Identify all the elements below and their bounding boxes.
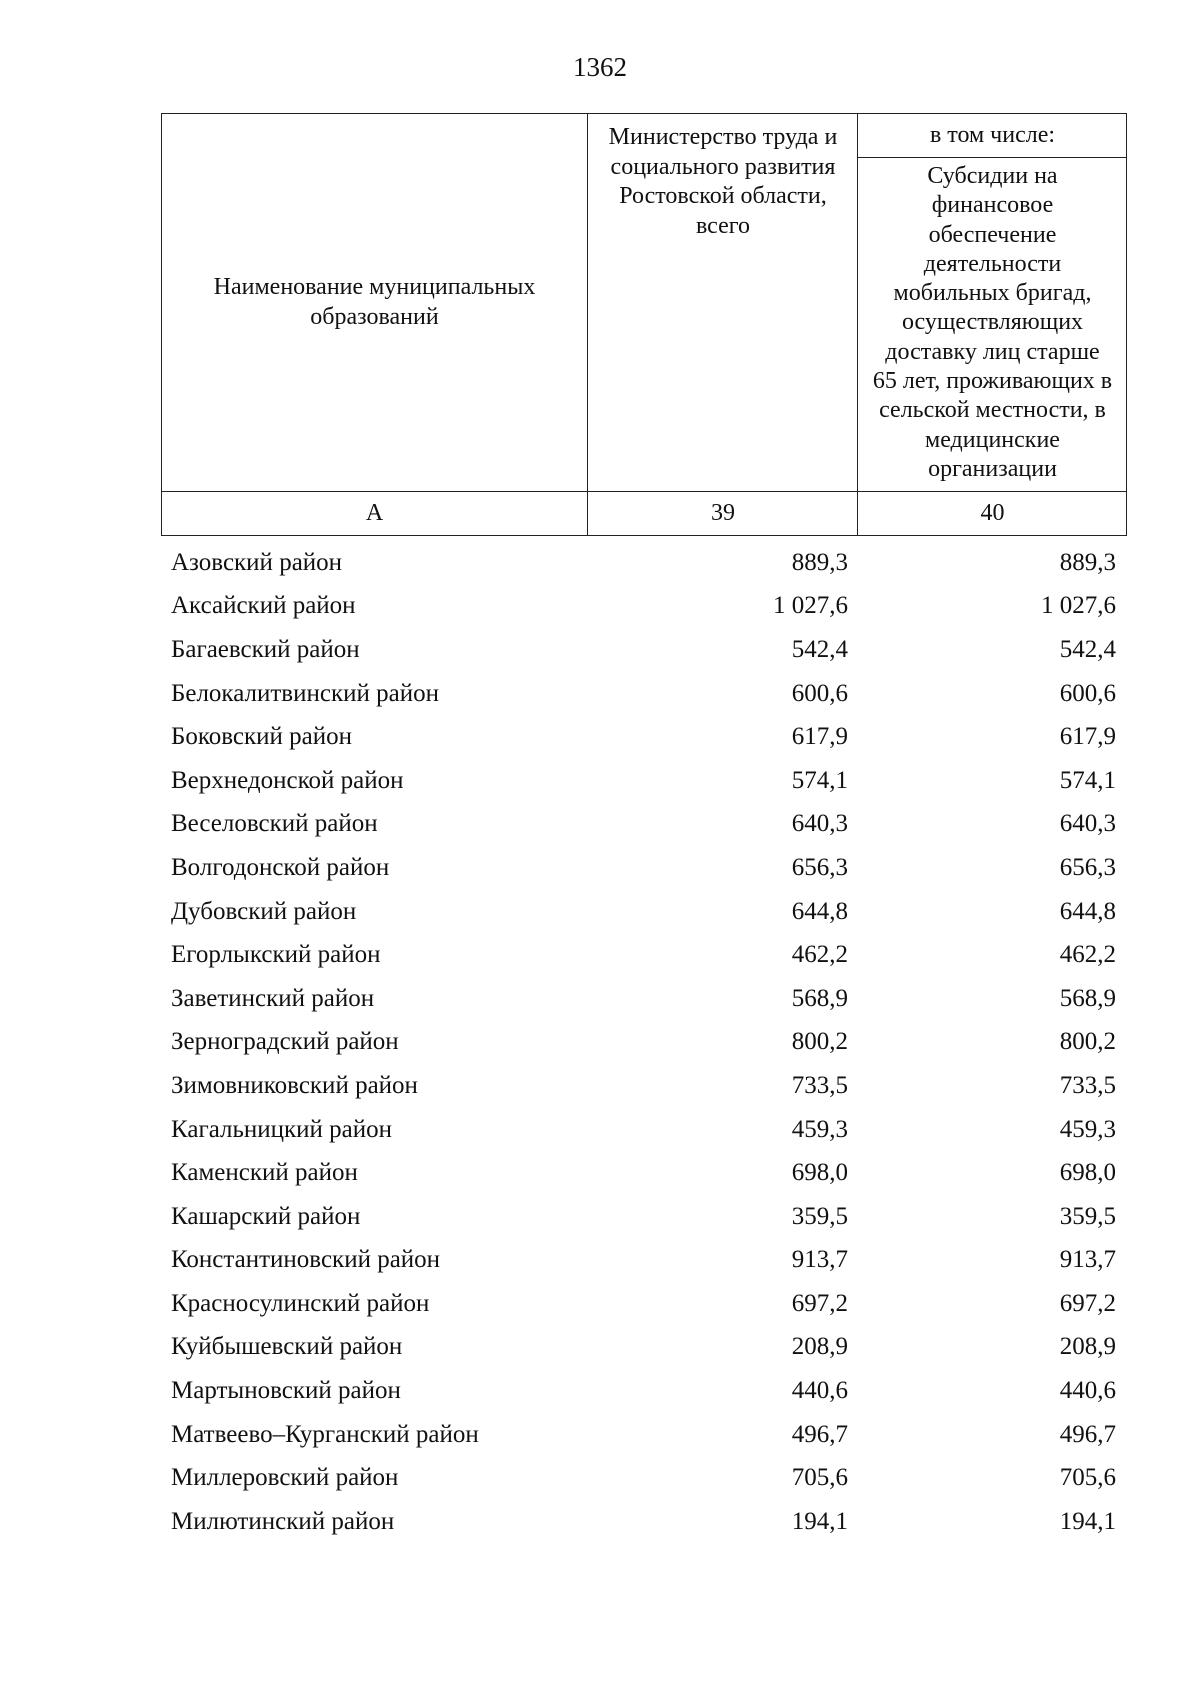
table-row [161,541,1127,585]
municipality-name: Каменский район [171,1159,358,1187]
value-subsidy: 705,6 [1059,1464,1116,1492]
header-divider [162,491,1126,492]
value-total: 208,9 [791,1333,848,1361]
table-row [161,1282,1127,1326]
table-row [161,1326,1127,1370]
value-subsidy: 600,6 [1059,679,1116,707]
value-subsidy: 644,8 [1059,897,1116,925]
municipality-name: Егорлыкский район [171,941,381,969]
value-total: 698,0 [791,1159,848,1187]
header-ministry-total: Министерство труда и социального развития Ростовской области, всего [608,124,838,239]
municipality-name: Мартыновский район [171,1377,401,1405]
value-subsidy: 1 027,6 [1041,592,1116,620]
table-row [161,759,1127,803]
municipality-name: Белокалитвинский район [171,679,439,707]
value-subsidy: 640,3 [1059,810,1116,838]
value-subsidy: 889,3 [1059,548,1116,576]
value-total: 889,3 [791,548,848,576]
value-subsidy: 359,5 [1059,1202,1116,1230]
value-total: 496,7 [791,1420,848,1448]
table-row [161,1108,1127,1152]
table-row [161,1021,1127,1065]
table-body [161,541,1127,1544]
municipality-name: Верхнедонской район [171,766,404,794]
value-subsidy: 617,9 [1059,723,1116,751]
municipality-name: Волгодонской район [171,853,390,881]
municipality-name: Веселовский район [171,810,378,838]
value-total: 194,1 [791,1507,848,1535]
municipality-name: Милютинский район [171,1507,395,1535]
table-row [161,977,1127,1021]
value-subsidy: 698,0 [1059,1159,1116,1187]
value-subsidy: 574,1 [1059,766,1116,794]
value-subsidy: 496,7 [1059,1420,1116,1448]
municipality-name: Зерноградский район [171,1028,399,1056]
value-subsidy: 459,3 [1059,1115,1116,1143]
header-municipality-name: Наименование муниципальных образований [213,274,536,330]
column-number-a: А [365,500,384,527]
municipality-name: Дубовский район [171,897,357,925]
municipality-name: Красносулинский район [171,1289,430,1317]
value-total: 359,5 [791,1202,848,1230]
table-row [161,890,1127,934]
value-total: 733,5 [791,1071,848,1099]
header-including: в том числе: [929,121,1056,148]
municipality-name: Кагальницкий район [171,1115,393,1143]
header-divider [858,157,1126,158]
column-number-40: 40 [980,500,1005,527]
value-total: 705,6 [791,1464,848,1492]
value-total: 617,9 [791,723,848,751]
municipality-name: Матвеево–Курганский район [171,1420,479,1448]
value-total: 574,1 [791,766,848,794]
table-row [161,846,1127,890]
value-total: 440,6 [791,1377,848,1405]
value-subsidy: 800,2 [1059,1028,1116,1056]
table-row [161,1239,1127,1283]
page-number: 1362 [573,52,627,82]
value-subsidy: 733,5 [1059,1071,1116,1099]
value-total: 800,2 [791,1028,848,1056]
value-total: 600,6 [791,679,848,707]
table-row [161,585,1127,629]
municipality-name: Константиновский район [171,1246,441,1274]
column-number-39: 39 [711,500,735,527]
table-row [161,1500,1127,1544]
value-total: 640,3 [791,810,848,838]
table-row [161,672,1127,716]
value-subsidy: 208,9 [1059,1333,1116,1361]
value-total: 1 027,6 [773,592,848,620]
table-header [161,113,1127,536]
municipality-name: Аксайский район [171,592,356,620]
header-divider [857,114,858,535]
value-total: 568,9 [791,984,848,1012]
table-row [161,933,1127,977]
table-row [161,1195,1127,1239]
municipality-name: Азовский район [171,548,343,576]
municipality-name: Кашарский район [171,1202,361,1230]
table-row [161,628,1127,672]
value-total: 697,2 [791,1289,848,1317]
municipality-name: Куйбышевский район [171,1333,403,1361]
table-row [161,715,1127,759]
table-row [161,1456,1127,1500]
value-subsidy: 542,4 [1059,635,1116,663]
value-subsidy: 440,6 [1059,1377,1116,1405]
header-divider [587,114,588,535]
value-total: 542,4 [791,635,848,663]
value-total: 462,2 [791,941,848,969]
value-total: 656,3 [791,853,848,881]
value-subsidy: 194,1 [1059,1507,1116,1535]
municipality-name: Боковский район [171,723,352,751]
municipality-name: Заветинский район [171,984,375,1012]
value-total: 459,3 [791,1115,848,1143]
value-total: 644,8 [791,897,848,925]
table-row [161,803,1127,847]
table-row [161,1413,1127,1457]
municipality-name: Багаевский район [171,635,360,663]
header-subsidy: Субсидии на финансовое обеспечение деятельности мобильных бригад, осуществляющих доставку лиц старше 65 лет, проживающих в сельской местности, в медицинские организации [872,163,1113,482]
value-total: 913,7 [791,1246,848,1274]
table-row [161,1064,1127,1108]
table-row [161,1369,1127,1413]
value-subsidy: 697,2 [1059,1289,1116,1317]
value-subsidy: 656,3 [1059,853,1116,881]
value-subsidy: 462,2 [1059,941,1116,969]
municipality-name: Зимовниковский район [171,1071,418,1099]
value-subsidy: 568,9 [1059,984,1116,1012]
value-subsidy: 913,7 [1059,1246,1116,1274]
municipality-name: Миллеровский район [171,1464,399,1492]
table-row [161,1151,1127,1195]
